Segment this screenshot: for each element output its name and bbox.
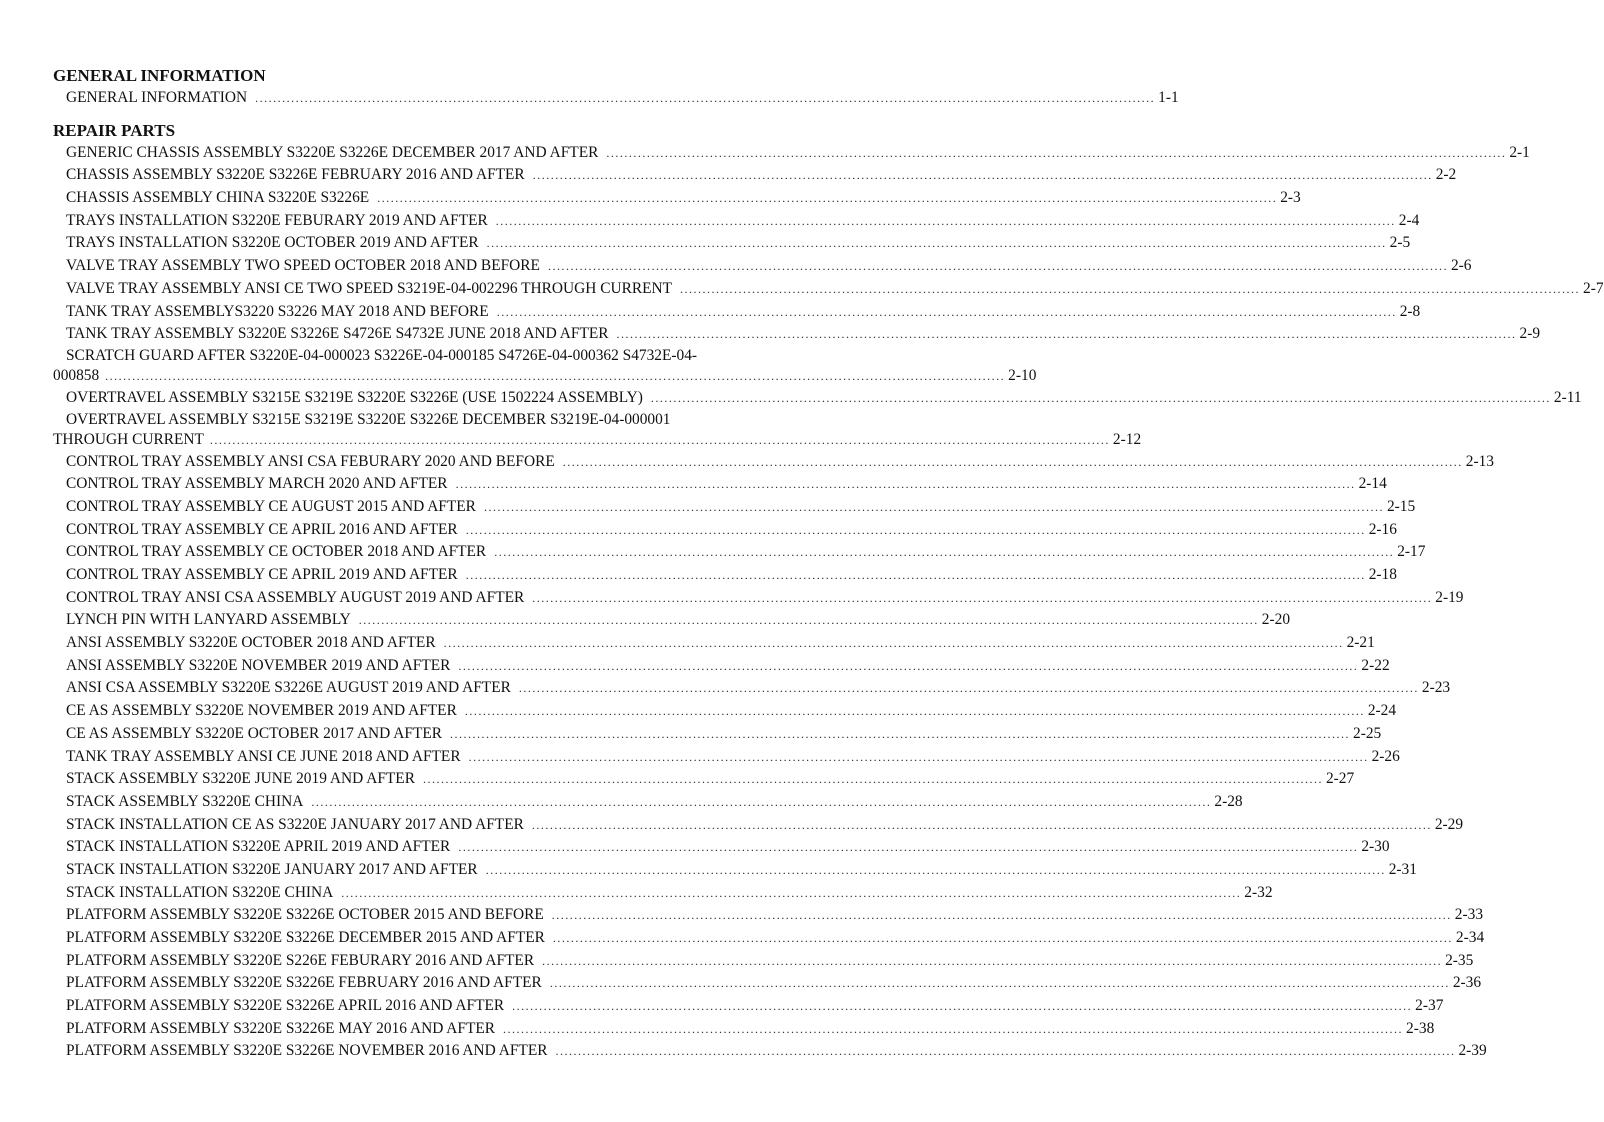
toc-entry[interactable] bbox=[53, 927, 1485, 950]
dot-leader: ........................................................................................................................................................................................................ bbox=[464, 704, 1365, 719]
toc-entry[interactable] bbox=[53, 587, 1464, 610]
toc-entry-page: 2-17 bbox=[1397, 543, 1426, 561]
toc-entry-title: PLATFORM ASSEMBLY S3220E S3226E OCTOBER 2015 AND BEFORE bbox=[66, 906, 544, 924]
toc-entry-title: CONTROL TRAY ASSEMBLY CE OCTOBER 2018 AND AFTER bbox=[66, 543, 487, 561]
toc-entry-title: CONTROL TRAY ASSEMBLY CE APRIL 2019 AND AFTER bbox=[66, 566, 458, 583]
toc-entry[interactable] bbox=[53, 972, 1482, 995]
toc-entry-page: 2-26 bbox=[1371, 747, 1400, 765]
dot-leader: ........................................................................................................................................................................................................ bbox=[465, 568, 1366, 582]
dot-leader: ........................................................................................................................................................................................................ bbox=[209, 432, 1110, 447]
dot-leader: ........................................................................................................................................................................................................ bbox=[105, 368, 1006, 383]
dot-leader: ........................................................................................................................................................................................................ bbox=[495, 213, 1396, 228]
toc-entry-title: CONTROL TRAY ASSEMBLY CE AUGUST 2015 AND AFTER bbox=[66, 497, 476, 515]
toc-entry-page: 2-12 bbox=[1112, 430, 1142, 448]
dot-leader: ........................................................................................................................................................................................................ bbox=[443, 636, 1344, 651]
toc-entry-title: VALVE TRAY ASSEMBLY ANSI CE TWO SPEED S3219E-04-002296 THROUGH CURRENT bbox=[66, 279, 673, 297]
toc-entry[interactable] bbox=[53, 609, 1291, 632]
toc-entry[interactable] bbox=[53, 87, 1179, 110]
toc-entry-title: ANSI ASSEMBLY S3220E NOVEMBER 2019 AND AFTER bbox=[66, 656, 451, 674]
toc-entry[interactable] bbox=[53, 210, 1420, 233]
toc-entry[interactable] bbox=[53, 496, 1416, 519]
toc-entry-title-continued: 000858 bbox=[53, 366, 100, 384]
toc-entry-title: ANSI CSA ASSEMBLY S3220E S3226E AUGUST 2019 AND AFTER bbox=[66, 679, 511, 697]
toc-entry-title: STACK ASSEMBLY S3220E JUNE 2019 AND AFTER bbox=[66, 770, 415, 788]
toc-entry[interactable] bbox=[53, 519, 1397, 542]
toc-entry-page: 2-36 bbox=[1452, 974, 1482, 992]
toc-entry-title-continued: THROUGH CURRENT bbox=[53, 430, 204, 448]
dot-leader: ........................................................................................................................................................................................................ bbox=[542, 953, 1443, 968]
toc-entry-title: PLATFORM ASSEMBLY S3220E S3226E DECEMBER 2015 AND AFTER bbox=[66, 929, 545, 946]
toc-entry-title: OVERTRAVEL ASSEMBLY S3215E S3219E S3220E S3226E (USE 1502224 ASSEMBLY) bbox=[66, 388, 643, 406]
toc-entry-title: PLATFORM ASSEMBLY S3220E S3226E APRIL 2016 AND AFTER bbox=[66, 997, 505, 1015]
dot-leader: ........................................................................................................................................................................................................ bbox=[465, 522, 1366, 537]
toc-entry[interactable] bbox=[53, 164, 1457, 187]
toc-entry-title: PLATFORM ASSEMBLY S3220E S226E FEBURARY 2016 AND AFTER bbox=[66, 951, 535, 969]
toc-entry-title: VALVE TRAY ASSEMBLY TWO SPEED OCTOBER 2018 AND BEFORE bbox=[66, 257, 540, 275]
toc-entry-page: 2-10 bbox=[1008, 366, 1037, 384]
dot-leader: ........................................................................................................................................................................................................ bbox=[551, 908, 1452, 923]
dot-leader: ........................................................................................................................................................................................................ bbox=[377, 191, 1278, 206]
dot-leader: ........................................................................................................................................................................................................ bbox=[494, 545, 1395, 560]
toc-entry-title: CE AS ASSEMBLY S3220E NOVEMBER 2019 AND AFTER bbox=[66, 702, 457, 720]
dot-leader: ........................................................................................................................................................................................................ bbox=[468, 749, 1369, 764]
toc-entry[interactable] bbox=[53, 632, 1375, 655]
dot-leader: ........................................................................................................................................................................................................ bbox=[512, 999, 1413, 1014]
toc-entry[interactable] bbox=[53, 451, 1494, 474]
toc-entry-page: 2-28 bbox=[1214, 792, 1243, 810]
toc-entry-title: OVERTRAVEL ASSEMBLY S3215E S3219E S3220E S3226E DECEMBER S3219E-04-000001 bbox=[66, 410, 671, 428]
toc-entry-title: CONTROL TRAY ASSEMBLY ANSI CSA FEBURARY 2020 AND BEFORE bbox=[66, 452, 555, 470]
toc-entry[interactable] bbox=[53, 723, 1382, 746]
dot-leader: ........................................................................................................................................................................................................ bbox=[458, 658, 1359, 673]
dot-leader: ........................................................................................................................................................................................................ bbox=[518, 681, 1419, 696]
toc-entry[interactable] bbox=[53, 301, 1421, 324]
toc-entry[interactable] bbox=[53, 904, 1484, 927]
toc-entry-page: 2-32 bbox=[1244, 883, 1273, 901]
toc-entry-title: CONTROL TRAY ANSI CSA ASSEMBLY AUGUST 2019 AND AFTER bbox=[66, 588, 525, 606]
toc-entry[interactable] bbox=[53, 410, 1142, 451]
toc-entry-title: TANK TRAY ASSEMBLY S3220E S3226E S4726E S4732E JUNE 2018 AND AFTER bbox=[66, 325, 609, 343]
toc-entry-page: 2-13 bbox=[1465, 452, 1494, 470]
toc-entry-page: 2-37 bbox=[1415, 997, 1444, 1015]
dot-leader: ........................................................................................................................................................................................................ bbox=[455, 477, 1356, 492]
toc-entry[interactable] bbox=[53, 473, 1387, 496]
dot-leader: ........................................................................................................................................................................................................ bbox=[496, 304, 1397, 319]
toc-entry-page: 2-4 bbox=[1398, 211, 1420, 229]
toc-entry-page: 2-30 bbox=[1361, 838, 1390, 856]
toc-entry[interactable] bbox=[53, 882, 1273, 905]
toc-entry[interactable] bbox=[53, 791, 1243, 814]
toc-entry-title: ANSI ASSEMBLY S3220E OCTOBER 2018 AND AFTER bbox=[66, 634, 436, 652]
toc-entry-title: TANK TRAY ASSEMBLY ANSI CE JUNE 2018 AND AFTER bbox=[66, 747, 461, 765]
dot-leader: ........................................................................................................................................................................................................ bbox=[606, 145, 1507, 160]
toc-entry-page: 2-2 bbox=[1435, 166, 1457, 184]
toc-entry-title: CONTROL TRAY ASSEMBLY CE APRIL 2016 AND AFTER bbox=[66, 520, 458, 538]
dot-leader: ........................................................................................................................................................................................................ bbox=[650, 390, 1551, 405]
toc-entry-title: SCRATCH GUARD AFTER S3220E-04-000023 S3226E-04-000185 S4726E-04-000362 S4732E-04- bbox=[66, 346, 698, 364]
dot-leader: ........................................................................................................................................................................................................ bbox=[485, 862, 1386, 877]
toc-entry-page: 2-19 bbox=[1435, 588, 1464, 606]
toc-entry-page: 2-39 bbox=[1458, 1042, 1487, 1060]
dot-leader: ........................................................................................................................................................................................................ bbox=[680, 281, 1581, 296]
toc-entry[interactable] bbox=[53, 278, 1604, 301]
toc-entry-page: 2-1 bbox=[1509, 143, 1530, 161]
toc-entry-page: 2-21 bbox=[1346, 634, 1375, 652]
dot-leader: ........................................................................................................................................................................................................ bbox=[422, 772, 1323, 787]
dot-leader: ........................................................................................................................................................................................................ bbox=[458, 840, 1359, 855]
toc-entry-page: 2-27 bbox=[1325, 770, 1355, 788]
toc-entry-title: PLATFORM ASSEMBLY S3220E S3226E NOVEMBER 2016 AND AFTER bbox=[66, 1042, 548, 1060]
section-heading-general-information: GENERAL INFORMATION bbox=[53, 66, 266, 85]
dot-leader: ........................................................................................................................................................................................................ bbox=[616, 327, 1517, 342]
toc-entry-title: GENERIC CHASSIS ASSEMBLY S3220E S3226E DECEMBER 2017 AND AFTER bbox=[66, 143, 599, 161]
toc-list-general-information bbox=[53, 87, 1179, 110]
dot-leader: ........................................................................................................................................................................................................ bbox=[531, 817, 1432, 832]
toc-entry-page: 2-25 bbox=[1353, 724, 1382, 742]
toc-entry-title: STACK ASSEMBLY S3220E CHINA bbox=[66, 792, 304, 810]
toc-entry-page: 2-14 bbox=[1358, 475, 1387, 493]
dot-leader: ........................................................................................................................................................................................................ bbox=[486, 236, 1387, 251]
toc-entry[interactable] bbox=[53, 232, 1411, 255]
toc-entry-title: CE AS ASSEMBLY S3220E OCTOBER 2017 AND AFTER bbox=[66, 724, 443, 742]
toc-entry[interactable] bbox=[53, 187, 1301, 210]
toc-entry-title: TRAYS INSTALLATION S3220E OCTOBER 2019 AND AFTER bbox=[66, 234, 479, 252]
toc-entry-page: 2-22 bbox=[1361, 656, 1390, 674]
toc-entry[interactable] bbox=[53, 700, 1397, 723]
toc-entry[interactable] bbox=[53, 859, 1417, 882]
toc-entry-page: 2-35 bbox=[1445, 951, 1474, 969]
toc-entry-page: 2-31 bbox=[1388, 860, 1417, 878]
toc-entry-title: TANK TRAY ASSEMBLYS3220 S3226 MAY 2018 AND BEFORE bbox=[66, 302, 489, 320]
toc-entry-page: 2-5 bbox=[1389, 234, 1411, 252]
toc-entry-title: STACK INSTALLATION S3220E CHINA bbox=[66, 883, 334, 901]
toc-entry-page: 2-29 bbox=[1434, 815, 1464, 833]
toc-entry[interactable] bbox=[53, 836, 1390, 859]
toc-entry[interactable] bbox=[53, 768, 1355, 791]
toc-entry[interactable] bbox=[53, 1018, 1435, 1041]
toc-entry[interactable] bbox=[53, 677, 1451, 700]
toc-entry-title: TRAYS INSTALLATION S3220E FEBURARY 2019 AND AFTER bbox=[66, 211, 488, 229]
toc-entry-page: 2-3 bbox=[1280, 189, 1301, 207]
dot-leader: ........................................................................................................................................................................................................ bbox=[555, 1044, 1456, 1059]
toc-entry[interactable] bbox=[53, 655, 1390, 678]
toc-entry-title: PLATFORM ASSEMBLY S3220E S3226E FEBRUARY 2016 AND AFTER bbox=[66, 974, 542, 992]
toc-entry-page: 2-15 bbox=[1386, 497, 1416, 515]
dot-leader: ........................................................................................................................................................................................................ bbox=[503, 1021, 1404, 1036]
toc-entry[interactable] bbox=[53, 746, 1400, 769]
dot-leader: ........................................................................................................................................................................................................ bbox=[483, 499, 1384, 514]
dot-leader: ........................................................................................................................................................................................................ bbox=[547, 259, 1448, 274]
toc-entry-page: 2-20 bbox=[1261, 611, 1291, 629]
dot-leader: ........................................................................................................................................................................................................ bbox=[255, 91, 1156, 105]
table-of-contents bbox=[53, 66, 1604, 1063]
toc-entry[interactable] bbox=[53, 1040, 1487, 1063]
toc-entry-page: 2-23 bbox=[1421, 679, 1451, 697]
toc-entry[interactable] bbox=[53, 814, 1464, 837]
dot-leader: ........................................................................................................................................................................................................ bbox=[562, 454, 1463, 469]
toc-entry-page: 2-38 bbox=[1406, 1019, 1435, 1037]
section-heading-repair-parts: REPAIR PARTS bbox=[53, 120, 176, 140]
dot-leader: ........................................................................................................................................................................................................ bbox=[311, 794, 1212, 809]
dot-leader: ........................................................................................................................................................................................................ bbox=[532, 590, 1433, 605]
dot-leader: ........................................................................................................................................................................................................ bbox=[552, 931, 1453, 945]
toc-entry[interactable] bbox=[53, 142, 1530, 165]
toc-entry-title: CHASSIS ASSEMBLY CHINA S3220E S3226E bbox=[66, 189, 370, 207]
dot-leader: ........................................................................................................................................................................................................ bbox=[532, 168, 1433, 183]
toc-entry[interactable] bbox=[53, 950, 1474, 973]
toc-entry-title: LYNCH PIN WITH LANYARD ASSEMBLY bbox=[66, 611, 351, 629]
toc-list-repair-parts bbox=[53, 142, 1604, 1063]
toc-entry-page: 1-1 bbox=[1158, 89, 1179, 106]
toc-entry[interactable] bbox=[53, 995, 1444, 1018]
toc-entry-page: 2-33 bbox=[1454, 906, 1484, 924]
dot-leader: ........................................................................................................................................................................................................ bbox=[358, 613, 1259, 628]
toc-entry-title: CHASSIS ASSEMBLY S3220E S3226E FEBRUARY 2016 AND AFTER bbox=[66, 166, 525, 184]
toc-entry-page: 2-16 bbox=[1368, 520, 1397, 538]
dot-leader: ........................................................................................................................................................................................................ bbox=[549, 976, 1450, 991]
toc-entry-title: CONTROL TRAY ASSEMBLY MARCH 2020 AND AFTER bbox=[66, 475, 448, 493]
toc-entry-page: 2-9 bbox=[1519, 325, 1541, 343]
toc-entry-page: 2-8 bbox=[1399, 302, 1421, 320]
toc-entry-title: STACK INSTALLATION CE AS S3220E JANUARY 2017 AND AFTER bbox=[66, 815, 524, 833]
toc-entry[interactable] bbox=[53, 541, 1426, 564]
toc-entry-title: STACK INSTALLATION S3220E JANUARY 2017 AND AFTER bbox=[66, 860, 478, 878]
toc-entry[interactable] bbox=[53, 323, 1541, 346]
toc-entry-page: 2-7 bbox=[1583, 279, 1604, 297]
toc-entry-page: 2-34 bbox=[1455, 929, 1485, 946]
toc-entry-page: 2-24 bbox=[1367, 702, 1397, 720]
toc-entry-page: 2-6 bbox=[1450, 257, 1472, 275]
toc-entry-title: STACK INSTALLATION S3220E APRIL 2019 AND AFTER bbox=[66, 838, 451, 856]
toc-entry[interactable] bbox=[53, 346, 1037, 387]
toc-entry-page: 2-11 bbox=[1553, 388, 1582, 406]
toc-entry-title: GENERAL INFORMATION bbox=[66, 89, 248, 106]
toc-entry[interactable] bbox=[53, 255, 1472, 278]
toc-entry-title: PLATFORM ASSEMBLY S3220E S3226E MAY 2016 AND AFTER bbox=[66, 1019, 496, 1037]
toc-entry[interactable] bbox=[53, 564, 1397, 587]
dot-leader: ........................................................................................................................................................................................................ bbox=[341, 885, 1242, 900]
dot-leader: ........................................................................................................................................................................................................ bbox=[450, 726, 1351, 741]
toc-entry[interactable] bbox=[53, 387, 1582, 410]
toc-entry-page: 2-18 bbox=[1368, 566, 1397, 583]
